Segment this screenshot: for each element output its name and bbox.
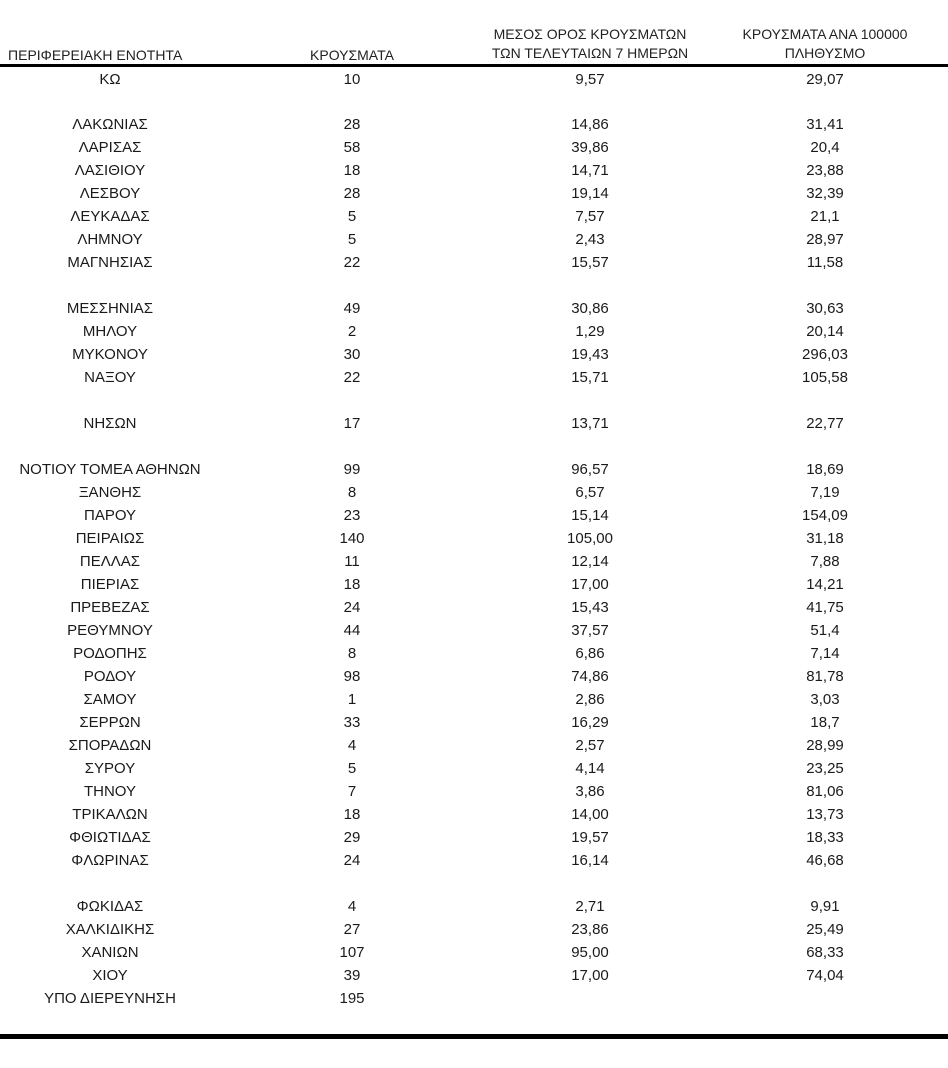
- table-row: [0, 919, 948, 941]
- table-row: [0, 643, 948, 665]
- avg7-cell: 30,86: [571, 300, 609, 317]
- cases-cell: 30: [343, 346, 361, 363]
- avg7-cell: 13,71: [571, 415, 609, 432]
- header-avg7-line1: ΜΕΣΟΣ ΟΡΟΣ ΚΡΟΥΣΜΑΤΩΝ: [493, 26, 687, 42]
- table-row: [0, 551, 948, 573]
- per100k-cell: 7,19: [810, 484, 840, 501]
- region-cell: ΜΑΓΝΗΣΙΑΣ: [67, 254, 153, 271]
- avg7-cell: 6,57: [575, 484, 605, 501]
- per100k-cell: 20,14: [806, 323, 844, 340]
- header-per100k: [710, 25, 940, 63]
- region-cell: ΤΗΝΟΥ: [83, 783, 137, 800]
- region-cell: ΜΥΚΟΝΟΥ: [72, 346, 148, 363]
- region-cell: ΡΟΔΟΥ: [83, 668, 137, 685]
- cases-cell: 8: [347, 645, 357, 662]
- avg7-cell: 37,57: [571, 622, 609, 639]
- cases-cell: 22: [343, 369, 361, 386]
- cases-cell: 24: [343, 852, 361, 869]
- region-cell: ΦΘΙΩΤΙΔΑΣ: [69, 829, 151, 846]
- region-cell: ΡΕΘΥΜΝΟΥ: [67, 622, 153, 639]
- footer-rule: [0, 1034, 948, 1039]
- cases-cell: 5: [347, 231, 357, 248]
- table-row: [0, 114, 948, 136]
- region-cell: ΛΑΣΙΘΙΟΥ: [74, 162, 146, 179]
- cases-cell: 24: [343, 599, 361, 616]
- region-cell: ΝΑΞΟΥ: [84, 369, 136, 386]
- avg7-cell: 17,00: [571, 967, 609, 984]
- table-row: [0, 574, 948, 596]
- cases-cell: 18: [343, 806, 361, 823]
- table-row: [0, 69, 948, 91]
- table-row: [0, 988, 948, 1010]
- region-cell: ΣΠΟΡΑΔΩΝ: [68, 737, 152, 754]
- table-row: [0, 229, 948, 251]
- cases-cell: 18: [343, 576, 361, 593]
- avg7-cell: 1,29: [575, 323, 605, 340]
- avg7-cell: 95,00: [571, 944, 609, 961]
- per100k-cell: 32,39: [806, 185, 844, 202]
- avg7-cell: 2,43: [575, 231, 605, 248]
- per100k-cell: 21,1: [810, 208, 840, 225]
- table-row: [0, 758, 948, 780]
- header-avg7: [470, 25, 710, 63]
- table-row: [0, 597, 948, 619]
- cases-cell: 28: [343, 185, 361, 202]
- table-row: [0, 367, 948, 389]
- per100k-cell: 7,88: [810, 553, 840, 570]
- cases-cell: 18: [343, 162, 361, 179]
- cases-cell: 98: [343, 668, 361, 685]
- region-cell: ΜΕΣΣΗΝΙΑΣ: [66, 300, 154, 317]
- table-row: [0, 482, 948, 504]
- table-row: [0, 206, 948, 228]
- table-row: [0, 896, 948, 918]
- avg7-cell: 16,14: [571, 852, 609, 869]
- cases-cell: 107: [339, 944, 365, 961]
- avg7-cell: 74,86: [571, 668, 609, 685]
- cases-cell: 140: [339, 530, 365, 547]
- table-row: [0, 505, 948, 527]
- per100k-cell: 46,68: [806, 852, 844, 869]
- cases-cell: 2: [347, 323, 357, 340]
- cases-cell: 39: [343, 967, 361, 984]
- per100k-cell: 28,97: [806, 231, 844, 248]
- cases-cell: 29: [343, 829, 361, 846]
- per100k-cell: 3,03: [810, 691, 840, 708]
- region-cell: ΠΡΕΒΕΖΑΣ: [70, 599, 150, 616]
- cases-cell: 7: [347, 783, 357, 800]
- region-cell: ΦΛΩΡΙΝΑΣ: [71, 852, 149, 869]
- avg7-cell: 4,14: [575, 760, 605, 777]
- per100k-cell: 31,41: [806, 116, 844, 133]
- region-cell: ΛΗΜΝΟΥ: [77, 231, 143, 248]
- header-region: ΠΕΡΙΦΕΡΕΙΑΚΗ ΕΝΟΤΗΤΑ: [8, 47, 183, 63]
- region-cell: ΝΟΤΙΟΥ ΤΟΜΕΑ ΑΘΗΝΩΝ: [19, 461, 201, 478]
- region-cell: ΧΑΝΙΩΝ: [81, 944, 139, 961]
- per100k-cell: 28,99: [806, 737, 844, 754]
- cases-cell: 5: [347, 760, 357, 777]
- per100k-cell: 13,73: [806, 806, 844, 823]
- table-row: [0, 850, 948, 872]
- avg7-cell: 2,71: [575, 898, 605, 915]
- per100k-cell: 51,4: [810, 622, 840, 639]
- cases-cell: 5: [347, 208, 357, 225]
- table-row: [0, 183, 948, 205]
- region-cell: ΛΑΡΙΣΑΣ: [78, 139, 142, 156]
- table-row: [0, 321, 948, 343]
- cases-cell: 4: [347, 737, 357, 754]
- cases-cell: 4: [347, 898, 357, 915]
- region-cell: ΛΕΥΚΑΔΑΣ: [70, 208, 150, 225]
- per100k-cell: 30,63: [806, 300, 844, 317]
- table-row: [0, 827, 948, 849]
- per100k-cell: 25,49: [806, 921, 844, 938]
- table-row: [0, 528, 948, 550]
- avg7-cell: 3,86: [575, 783, 605, 800]
- avg7-cell: 16,29: [571, 714, 609, 731]
- header-per100k-line2: ΠΛΗΘΥΣΜΟ: [784, 45, 866, 61]
- per100k-cell: 18,7: [810, 714, 840, 731]
- cases-cell: 22: [343, 254, 361, 271]
- table-row: [0, 666, 948, 688]
- per100k-cell: 23,88: [806, 162, 844, 179]
- header-cases: ΚΡΟΥΣΜΑΤΑ: [310, 47, 394, 63]
- cases-cell: 27: [343, 921, 361, 938]
- avg7-cell: 96,57: [571, 461, 609, 478]
- header-avg7-line2: ΤΩΝ ΤΕΛΕΥΤΑΙΩΝ 7 ΗΜΕΡΩΝ: [491, 45, 689, 61]
- region-cell: ΥΠΟ ΔΙΕΡΕΥΝΗΣΗ: [44, 990, 176, 1007]
- per100k-cell: 20,4: [810, 139, 840, 156]
- avg7-cell: 2,86: [575, 691, 605, 708]
- cases-cell: 11: [344, 553, 360, 570]
- region-cell: ΧΙΟΥ: [92, 967, 128, 984]
- table-row: [0, 459, 948, 481]
- region-cell: ΛΕΣΒΟΥ: [79, 185, 141, 202]
- region-cell: ΚΩ: [99, 71, 121, 88]
- header-per100k-line1: ΚΡΟΥΣΜΑΤΑ ΑΝΑ 100000: [742, 26, 908, 42]
- avg7-cell: 19,14: [571, 185, 609, 202]
- per100k-cell: 41,75: [806, 599, 844, 616]
- cases-cell: 195: [339, 990, 365, 1007]
- region-cell: ΦΩΚΙΔΑΣ: [76, 898, 144, 915]
- region-cell: ΧΑΛΚΙΔΙΚΗΣ: [65, 921, 155, 938]
- region-cell: ΠΑΡΟΥ: [83, 507, 137, 524]
- cases-cell: 10: [343, 71, 361, 88]
- per100k-cell: 296,03: [802, 346, 848, 363]
- table-row: [0, 781, 948, 803]
- avg7-cell: 105,00: [567, 530, 613, 547]
- per100k-cell: 81,06: [806, 783, 844, 800]
- cases-cell: 49: [343, 300, 361, 317]
- avg7-cell: 19,43: [571, 346, 609, 363]
- per100k-cell: 18,69: [806, 461, 844, 478]
- table-row: [0, 344, 948, 366]
- region-cell: ΤΡΙΚΑΛΩΝ: [72, 806, 148, 823]
- per100k-cell: 31,18: [806, 530, 844, 547]
- per100k-cell: 7,14: [810, 645, 840, 662]
- cases-cell: 28: [343, 116, 361, 133]
- cases-cell: 33: [343, 714, 361, 731]
- avg7-cell: 6,86: [575, 645, 605, 662]
- region-cell: ΠΕΛΛΑΣ: [79, 553, 141, 570]
- per100k-cell: 11,58: [806, 254, 844, 271]
- region-cell: ΣΑΜΟΥ: [83, 691, 137, 708]
- per100k-cell: 154,09: [802, 507, 848, 524]
- per100k-cell: 105,58: [802, 369, 848, 386]
- avg7-cell: 12,14: [571, 553, 609, 570]
- avg7-cell: 7,57: [575, 208, 605, 225]
- avg7-cell: 15,57: [571, 254, 609, 271]
- region-cell: ΛΑΚΩΝΙΑΣ: [72, 116, 148, 133]
- cases-cell: 8: [347, 484, 357, 501]
- table-row: [0, 413, 948, 435]
- region-cell: ΜΗΛΟΥ: [82, 323, 138, 340]
- region-cell: ΡΟΔΟΠΗΣ: [73, 645, 147, 662]
- avg7-cell: 2,57: [575, 737, 605, 754]
- avg7-cell: 19,57: [571, 829, 609, 846]
- cases-cell: 17: [343, 415, 361, 432]
- table-row: [0, 160, 948, 182]
- table-row: [0, 942, 948, 964]
- table-row: [0, 298, 948, 320]
- table-row: [0, 137, 948, 159]
- avg7-cell: 15,43: [571, 599, 609, 616]
- per100k-cell: 22,77: [806, 415, 844, 432]
- region-cell: ΝΗΣΩΝ: [83, 415, 137, 432]
- per100k-cell: 14,21: [806, 576, 844, 593]
- cases-cell: 44: [343, 622, 361, 639]
- per100k-cell: 9,91: [810, 898, 840, 915]
- per100k-cell: 81,78: [806, 668, 844, 685]
- table-row: [0, 735, 948, 757]
- avg7-cell: 23,86: [571, 921, 609, 938]
- avg7-cell: 14,71: [571, 162, 609, 179]
- avg7-cell: 9,57: [575, 71, 605, 88]
- region-cell: ΣΕΡΡΩΝ: [79, 714, 141, 731]
- table-row: [0, 965, 948, 987]
- table-row: [0, 252, 948, 274]
- avg7-cell: 14,86: [571, 116, 609, 133]
- table-row: [0, 804, 948, 826]
- table-row: [0, 712, 948, 734]
- cases-cell: 23: [343, 507, 361, 524]
- avg7-cell: 15,71: [571, 369, 609, 386]
- avg7-cell: 15,14: [571, 507, 609, 524]
- per100k-cell: 18,33: [806, 829, 844, 846]
- avg7-cell: 39,86: [571, 139, 609, 156]
- region-cell: ΣΥΡΟΥ: [84, 760, 136, 777]
- table-row: [0, 620, 948, 642]
- region-cell: ΠΙΕΡΙΑΣ: [80, 576, 140, 593]
- cases-cell: 1: [347, 691, 357, 708]
- avg7-cell: 14,00: [571, 806, 609, 823]
- per100k-cell: 29,07: [806, 71, 844, 88]
- table-row: [0, 689, 948, 711]
- per100k-cell: 74,04: [806, 967, 844, 984]
- per100k-cell: 68,33: [806, 944, 844, 961]
- per100k-cell: 23,25: [806, 760, 844, 777]
- header-rule: [0, 64, 948, 67]
- avg7-cell: 17,00: [571, 576, 609, 593]
- cases-cell: 99: [343, 461, 361, 478]
- region-cell: ΠΕΙΡΑΙΩΣ: [75, 530, 145, 547]
- cases-cell: 58: [343, 139, 361, 156]
- region-cell: ΞΑΝΘΗΣ: [78, 484, 142, 501]
